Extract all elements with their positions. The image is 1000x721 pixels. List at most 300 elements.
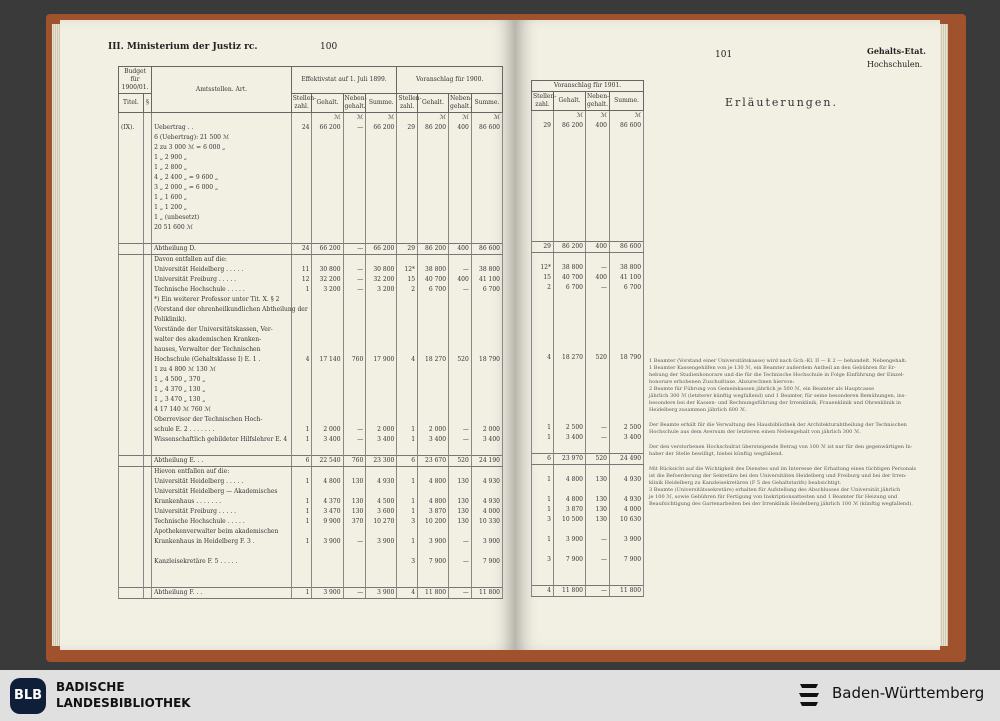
amount-cell <box>532 363 554 373</box>
amount-cell <box>397 487 418 497</box>
amount-cell <box>532 293 554 303</box>
amount-cell <box>610 313 644 323</box>
amount-cell <box>554 221 586 231</box>
amount-cell <box>343 325 366 335</box>
amount-cell <box>343 577 366 588</box>
amount-cell <box>343 255 366 266</box>
amount-cell: 29 <box>397 123 418 133</box>
para-cell <box>143 588 151 599</box>
amount-cell: 130 <box>586 495 610 505</box>
amount-cell <box>471 547 502 557</box>
amount-cell: — <box>586 263 610 273</box>
table-row <box>532 323 644 333</box>
description-cell: 4 „ 2 400 „ = 9 600 „ <box>152 173 292 183</box>
amount-cell <box>554 181 586 191</box>
blb-name-line1: BADISCHE <box>56 680 125 694</box>
amount-cell: 1 <box>291 435 312 445</box>
blb-logo[interactable]: BLB <box>10 678 46 714</box>
titel-cell <box>119 193 144 203</box>
table-row <box>119 365 503 375</box>
amount-cell <box>610 323 644 333</box>
summe-header: Summe. <box>471 94 502 113</box>
amount-cell <box>471 153 502 163</box>
amount-cell <box>418 133 449 143</box>
amount-cell <box>312 223 343 233</box>
amount-cell <box>418 415 449 425</box>
nebengehalt-header: Neben-gehalt. <box>343 94 366 113</box>
amount-cell <box>554 141 586 151</box>
amount-cell <box>366 295 397 305</box>
amount-cell <box>291 445 312 456</box>
amount-cell <box>343 375 366 385</box>
amount-cell <box>312 395 343 405</box>
description-cell: Kanzleisekretäre F. 5 . . . . . <box>152 557 292 567</box>
table-row <box>532 383 644 393</box>
table-row <box>119 123 503 133</box>
table-row <box>119 213 503 223</box>
left-ledger-body <box>119 123 503 599</box>
table-row <box>119 355 503 365</box>
description-cell: schule E. 2 . . . . . . . <box>152 425 292 435</box>
amount-cell <box>586 201 610 211</box>
amount-cell: 1 <box>291 588 312 599</box>
amount-cell <box>554 373 586 383</box>
amount-cell: 400 <box>586 242 610 253</box>
table-row <box>119 255 503 266</box>
amount-cell <box>610 141 644 151</box>
amount-cell: 86 200 <box>554 121 586 131</box>
amount-cell: 38 800 <box>471 265 502 275</box>
amount-cell <box>343 557 366 567</box>
description-cell <box>152 547 292 557</box>
table-row <box>119 335 503 345</box>
titel-cell <box>119 355 144 365</box>
amount-cell <box>532 443 554 454</box>
note-line: Der den verstorbenen Hochschulrat übersteigende Betrag von 100 ℳ ist nur für den gegenwärtigen In- <box>649 444 913 450</box>
amount-cell <box>449 213 472 223</box>
amount-cell <box>610 485 644 495</box>
table-row <box>532 433 644 443</box>
amount-cell <box>471 487 502 497</box>
amount-cell <box>449 183 472 193</box>
note-line: 3 Beamte (Universitätssekretäre) erhalten für Aufstellung des Abschlusses der Universität jährlich <box>649 487 901 493</box>
amount-cell: 3 400 <box>610 433 644 443</box>
amount-cell <box>471 255 502 266</box>
para-cell <box>143 375 151 385</box>
amount-cell <box>366 395 397 405</box>
amount-cell <box>366 445 397 456</box>
para-cell <box>143 365 151 375</box>
amount-cell <box>610 161 644 171</box>
amount-cell <box>449 203 472 213</box>
amount-cell <box>343 415 366 425</box>
amount-cell: 32 200 <box>366 275 397 285</box>
amount-cell <box>291 395 312 405</box>
amount-cell: 11 <box>291 265 312 275</box>
amount-cell: 3 <box>532 515 554 525</box>
amount-cell <box>418 577 449 588</box>
table-row <box>532 363 644 373</box>
amount-cell <box>471 335 502 345</box>
amount-cell <box>343 233 366 244</box>
amount-cell <box>586 565 610 575</box>
amount-cell: 38 800 <box>554 263 586 273</box>
table-row <box>119 285 503 295</box>
amount-cell <box>366 467 397 478</box>
amount-cell: 4 <box>532 353 554 363</box>
amount-cell <box>366 567 397 577</box>
amount-cell: — <box>449 557 472 567</box>
amount-cell: 12* <box>397 265 418 275</box>
table-sum-row <box>119 244 503 255</box>
nebengehalt-header: Neben-gehalt. <box>449 94 472 113</box>
amount-cell <box>366 577 397 588</box>
amount-cell <box>312 577 343 588</box>
amount-cell: 3 900 <box>312 588 343 599</box>
amount-cell <box>312 213 343 223</box>
amount-cell <box>312 557 343 567</box>
amount-cell <box>471 325 502 335</box>
description-cell: 1 „ 4 370 „ 130 „ <box>152 385 292 395</box>
amount-cell <box>532 131 554 141</box>
amount-cell: 38 800 <box>418 265 449 275</box>
amount-cell <box>610 171 644 181</box>
amount-cell <box>471 345 502 355</box>
note-line: ist die Befoerderung der Sekretäre bei den Universitäten Heidelberg und Freiburg und bei der Irren- <box>649 473 907 479</box>
amount-cell <box>418 547 449 557</box>
table-row <box>119 537 503 547</box>
description-cell: Technische Hochschule . . . . . <box>152 517 292 527</box>
amount-cell <box>397 255 418 266</box>
note-line: Beaufsichtigung des Gartenarbeiten bei der Irrenklinik Heidelberg jährlich 100 ℳ (künftig wegfallend). <box>649 501 913 507</box>
amount-cell: 4 370 <box>312 497 343 507</box>
amount-cell <box>449 173 472 183</box>
amount-cell <box>366 335 397 345</box>
amount-cell: 520 <box>586 454 610 465</box>
para-cell <box>143 335 151 345</box>
amount-cell: 130 <box>343 497 366 507</box>
description-cell: 2 zu 3 000 ℳ = 6 000 „ <box>152 143 292 153</box>
amount-cell <box>471 143 502 153</box>
amount-cell <box>471 315 502 325</box>
para-cell <box>143 507 151 517</box>
amount-cell: 18 270 <box>418 355 449 365</box>
amount-cell: 1 <box>291 285 312 295</box>
amount-cell <box>610 363 644 373</box>
amount-cell: 40 700 <box>418 275 449 285</box>
effektivstat-header: Effektivstat auf 1. Juli 1899. <box>291 67 397 94</box>
footer-bar <box>0 670 1000 721</box>
amount-cell: 86 600 <box>610 121 644 131</box>
amount-cell <box>312 345 343 355</box>
amount-cell <box>397 223 418 233</box>
titel-cell <box>119 163 144 173</box>
amount-cell <box>471 223 502 233</box>
amount-cell: 4 930 <box>471 497 502 507</box>
para-cell <box>143 567 151 577</box>
currency-mark: ℳ <box>366 113 397 124</box>
titel-cell <box>119 203 144 213</box>
amount-cell: 1 <box>397 507 418 517</box>
description-cell <box>152 445 292 456</box>
amount-cell <box>610 293 644 303</box>
amount-cell <box>418 153 449 163</box>
amount-cell <box>343 153 366 163</box>
amount-cell: 4 000 <box>610 505 644 515</box>
amount-cell: 760 <box>343 456 366 467</box>
amount-cell: — <box>343 537 366 547</box>
amount-cell <box>312 193 343 203</box>
amount-cell <box>343 527 366 537</box>
amount-cell <box>586 191 610 201</box>
table-row <box>119 203 503 213</box>
blb-name-line2: LANDESBIBLIOTHEK <box>56 696 191 710</box>
titel-cell <box>119 588 144 599</box>
amount-cell: — <box>343 285 366 295</box>
amount-cell <box>291 295 312 305</box>
amount-cell <box>418 213 449 223</box>
amount-cell: 130 <box>586 475 610 485</box>
amount-cell <box>449 193 472 203</box>
amount-cell <box>366 375 397 385</box>
table-row <box>119 173 503 183</box>
amount-cell <box>532 313 554 323</box>
table-sum-row <box>532 242 644 253</box>
amount-cell <box>312 163 343 173</box>
amount-cell <box>312 305 343 315</box>
titel-cell <box>119 415 144 425</box>
amount-cell <box>366 487 397 497</box>
amount-cell: 3 900 <box>366 537 397 547</box>
titel-cell <box>119 467 144 478</box>
amount-cell <box>554 565 586 575</box>
amount-cell: 6 700 <box>471 285 502 295</box>
amount-cell <box>471 467 502 478</box>
amount-cell: 4 000 <box>471 507 502 517</box>
amount-cell <box>397 375 418 385</box>
amount-cell <box>471 385 502 395</box>
amount-cell: 3 400 <box>366 435 397 445</box>
currency-mark: ℳ <box>312 113 343 124</box>
amount-cell <box>449 295 472 305</box>
para-cell <box>143 355 151 365</box>
note-line: besondere bei der Kassen- und Rechnungsführung der Irrenklinik, Frauenklinik und Ohrenklinik in <box>649 400 902 406</box>
amount-cell: 3 <box>532 555 554 565</box>
para-cell <box>143 547 151 557</box>
amount-cell <box>343 193 366 203</box>
amount-cell <box>554 363 586 373</box>
titel-cell <box>119 233 144 244</box>
amount-cell <box>532 373 554 383</box>
table-row <box>119 577 503 588</box>
table-row <box>532 465 644 476</box>
titel-cell <box>119 487 144 497</box>
amount-cell <box>554 443 586 454</box>
amount-cell <box>397 467 418 478</box>
amount-cell <box>312 173 343 183</box>
left-ledger-table <box>118 66 503 599</box>
amount-cell <box>532 151 554 161</box>
amount-cell: 30 800 <box>312 265 343 275</box>
amount-cell <box>397 325 418 335</box>
table-row <box>532 161 644 171</box>
amount-cell <box>418 467 449 478</box>
amount-cell <box>343 203 366 213</box>
amount-cell <box>343 405 366 415</box>
titel-cell <box>119 295 144 305</box>
amount-cell: 6 700 <box>418 285 449 295</box>
amount-cell <box>366 153 397 163</box>
amount-cell <box>449 345 472 355</box>
table-row <box>119 163 503 173</box>
amount-cell: 41 100 <box>471 275 502 285</box>
amount-cell <box>418 567 449 577</box>
amount-cell <box>610 575 644 586</box>
description-cell: Abtheilung D. <box>152 244 292 255</box>
amount-cell <box>554 161 586 171</box>
para-cell <box>143 425 151 435</box>
amount-cell <box>418 223 449 233</box>
titel-cell <box>119 497 144 507</box>
para-cell <box>143 233 151 244</box>
amount-cell <box>312 183 343 193</box>
amount-cell: 2 500 <box>554 423 586 433</box>
para-cell <box>143 577 151 588</box>
amount-cell <box>554 575 586 586</box>
amount-cell <box>397 315 418 325</box>
amount-cell <box>291 133 312 143</box>
table-row <box>119 325 503 335</box>
amount-cell <box>610 211 644 221</box>
amount-cell: 4 <box>532 586 554 597</box>
amount-cell: 86 200 <box>418 123 449 133</box>
amount-cell: 23 970 <box>554 454 586 465</box>
amount-cell <box>397 133 418 143</box>
table-row <box>119 385 503 395</box>
stellenzahl-header: Stellen-zahl. <box>397 94 418 113</box>
amount-cell <box>418 325 449 335</box>
amount-cell <box>366 315 397 325</box>
amount-cell <box>532 141 554 151</box>
amount-cell: 130 <box>343 477 366 487</box>
left-page-number: 100 <box>320 42 338 52</box>
table-row <box>532 201 644 211</box>
description-cell: Abtheilung E. . . <box>152 456 292 467</box>
amount-cell <box>532 221 554 231</box>
amount-cell: 400 <box>586 121 610 131</box>
amount-cell <box>610 403 644 413</box>
amount-cell <box>532 565 554 575</box>
titel-cell <box>119 405 144 415</box>
description-cell: 1 „ (unbesetzt) <box>152 213 292 223</box>
description-cell: Hochschule (Gehaltsklasse I) E. 1 . <box>152 355 292 365</box>
para-cell <box>143 183 151 193</box>
amount-cell: 6 <box>532 454 554 465</box>
table-row <box>532 423 644 433</box>
amount-cell: 1 <box>532 423 554 433</box>
titel-cell <box>119 275 144 285</box>
amount-cell: 24 <box>291 244 312 255</box>
amount-cell: 11 800 <box>554 586 586 597</box>
bw-name[interactable]: Baden-Württemberg <box>832 684 985 702</box>
description-cell: Poliklinik). <box>152 315 292 325</box>
amount-cell: 3 600 <box>366 507 397 517</box>
table-row <box>119 487 503 497</box>
table-row <box>119 425 503 435</box>
table-row <box>532 131 644 141</box>
amount-cell <box>366 143 397 153</box>
amount-cell: 66 200 <box>312 123 343 133</box>
erlaeuterungen-header: Erläuterungen. <box>725 96 838 109</box>
para-cell <box>143 275 151 285</box>
right-ledger-table <box>531 80 644 597</box>
amount-cell: 1 <box>397 425 418 435</box>
table-row <box>119 527 503 537</box>
table-row <box>119 547 503 557</box>
para-cell <box>143 325 151 335</box>
amount-cell <box>343 547 366 557</box>
right-page <box>515 20 940 650</box>
amount-cell: 10 500 <box>554 515 586 525</box>
titel-cell <box>119 244 144 255</box>
amount-cell <box>586 161 610 171</box>
amount-cell <box>532 525 554 535</box>
amount-cell <box>554 171 586 181</box>
table-row <box>532 121 644 131</box>
amount-cell <box>532 161 554 171</box>
amount-cell: 130 <box>586 505 610 515</box>
table-row <box>532 525 644 535</box>
amount-cell <box>610 181 644 191</box>
amount-cell <box>554 303 586 313</box>
amount-cell <box>312 143 343 153</box>
amount-cell: 3 870 <box>418 507 449 517</box>
amount-cell: 130 <box>343 507 366 517</box>
amount-cell <box>610 393 644 403</box>
amount-cell <box>312 325 343 335</box>
titel-cell <box>119 183 144 193</box>
amount-cell <box>554 313 586 323</box>
amount-cell: 3 400 <box>471 435 502 445</box>
amount-cell <box>554 525 586 535</box>
amount-cell: — <box>343 265 366 275</box>
bw-lions-icon[interactable] <box>796 680 822 712</box>
amount-cell <box>418 163 449 173</box>
amount-cell <box>418 295 449 305</box>
table-row <box>119 435 503 445</box>
note-line: 2 Beamte für Führung von Gemeinkassen jährlich je 500 ℳ, ein Beamter als Hauptcasse <box>649 386 875 392</box>
blb-name[interactable] <box>56 679 191 711</box>
para-cell <box>143 477 151 487</box>
amount-cell <box>291 143 312 153</box>
amount-cell <box>397 233 418 244</box>
amount-cell <box>343 183 366 193</box>
amount-cell <box>449 143 472 153</box>
amount-cell <box>312 233 343 244</box>
amount-cell <box>532 231 554 242</box>
amount-cell: 1 <box>532 475 554 485</box>
amount-cell <box>471 213 502 223</box>
table-row <box>532 231 644 242</box>
amount-cell: 4 930 <box>471 477 502 487</box>
amount-cell: — <box>586 586 610 597</box>
amount-cell <box>291 557 312 567</box>
amount-cell <box>312 153 343 163</box>
table-sum-row <box>119 456 503 467</box>
para-cell <box>143 467 151 478</box>
table-row <box>532 253 644 264</box>
titel-cell <box>119 456 144 467</box>
